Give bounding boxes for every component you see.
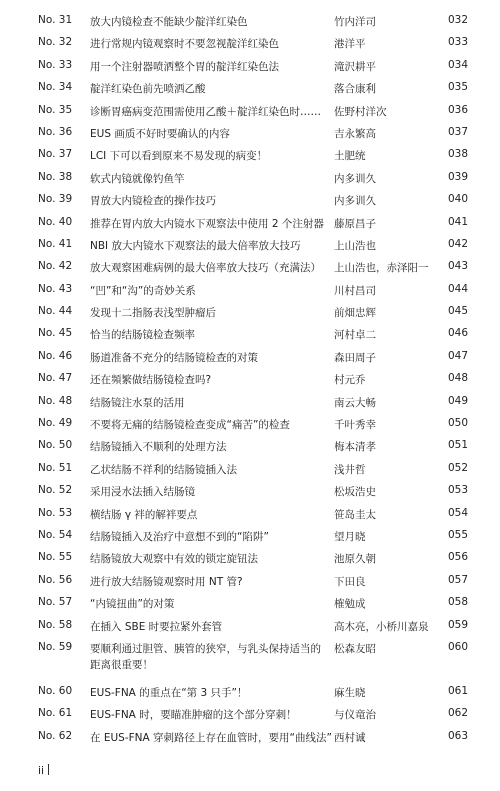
entry-number: No. 48	[38, 394, 73, 407]
entry-page-number: 058	[447, 596, 468, 609]
entry-author: 土肥统	[334, 150, 366, 163]
entry-number: No. 31	[38, 14, 73, 26]
entry-author: 滝沢耕平	[334, 60, 376, 73]
entry-title: 不要将无痛的结肠镜检查变成“痛苦”的检查	[90, 419, 290, 432]
toc-entry[interactable]	[0, 98, 500, 120]
entry-number: No. 51	[38, 461, 73, 474]
entry-page-number: 035	[447, 81, 468, 94]
entry-title: 结肠镜插入及治疗中意想不到的“陷阱”	[90, 530, 269, 543]
entry-page-number: 043	[447, 260, 468, 273]
entry-page-number: 053	[447, 484, 468, 497]
footer-page-label: ii	[38, 764, 45, 777]
entry-title: LCI 下可以看到原来不易发现的病变！	[90, 150, 268, 163]
entry-page-number: 054	[447, 506, 468, 519]
entry-title: 横结肠 γ 袢的解袢要点	[90, 508, 198, 521]
entry-author: 下田良	[334, 575, 366, 588]
entry-number: No. 62	[38, 729, 73, 742]
entry-number: No. 40	[38, 215, 73, 228]
entry-author: 佐野村洋次	[334, 105, 387, 118]
entry-number: No. 52	[38, 484, 73, 497]
entry-number: No. 53	[38, 506, 73, 519]
toc-entry[interactable]	[0, 679, 500, 701]
entry-number: No. 56	[38, 573, 73, 586]
toc-entry[interactable]	[0, 75, 500, 97]
toc-entry[interactable]	[0, 568, 500, 590]
entry-title: 乙状结肠不祥利的结肠镜插入法	[90, 463, 237, 476]
toc-entry[interactable]	[0, 165, 500, 187]
entry-page-number: 032	[447, 14, 468, 26]
entry-author: 浅井哲	[334, 463, 366, 476]
entry-number: No. 47	[38, 372, 73, 385]
entry-title: 结肠镜放大观察中有效的锁定旋钮法	[90, 553, 258, 566]
entry-number: No. 59	[38, 640, 73, 653]
entry-title: 放大内镜检查不能缺少靛洋红染色	[90, 16, 248, 28]
entry-number: No. 32	[38, 36, 73, 49]
toc-entry[interactable]	[0, 120, 500, 142]
entry-title: 结肠镜插入不顺利的处理方法	[90, 441, 227, 454]
entry-author: 与仪竜治	[334, 709, 376, 722]
toc-entry[interactable]	[0, 389, 500, 411]
entry-title: 发现十二指肠表浅型肿瘤后	[90, 307, 216, 320]
entry-author: 千叶秀幸	[334, 419, 376, 432]
toc-entry[interactable]	[0, 53, 500, 75]
entry-author: 上山浩也	[334, 239, 376, 252]
entry-author: 吉永繁高	[334, 127, 376, 140]
entry-page-number: 041	[447, 215, 468, 228]
toc-entry[interactable]	[0, 724, 500, 746]
entry-page-number: 036	[447, 103, 468, 116]
toc-entry[interactable]	[0, 613, 500, 635]
entry-page-number: 050	[447, 417, 468, 430]
entry-title: 胃放大内镜检查的操作技巧	[90, 195, 216, 208]
entry-number: No. 44	[38, 305, 73, 318]
entry-author: 高木亮，小桥川嘉泉	[334, 620, 429, 633]
entry-author: 笹岛圭太	[334, 508, 376, 521]
entry-number: No. 45	[38, 327, 73, 340]
entry-page-number: 063	[447, 729, 468, 742]
entry-author: 池原久朝	[334, 553, 376, 566]
entry-number: No. 39	[38, 193, 73, 206]
toc-entry[interactable]	[0, 411, 500, 433]
toc-entry[interactable]	[0, 142, 500, 164]
entry-title: 用一个注射器喷洒整个胃的靛洋红染色法	[90, 60, 279, 73]
entry-page-number: 061	[447, 684, 468, 697]
entry-page-number: 040	[447, 193, 468, 206]
entry-author: 森田周子	[334, 351, 376, 364]
entry-title: 结肠镜注水泵的活用	[90, 396, 185, 409]
footer-divider	[48, 764, 49, 775]
entry-page-number: 033	[447, 36, 468, 49]
table-of-contents	[0, 8, 500, 746]
entry-title: 采用浸水法插入结肠镜	[90, 486, 195, 499]
entry-title: 进行常规内镜观察时不要忽视靛洋红染色	[90, 38, 279, 51]
toc-entry[interactable]	[0, 478, 500, 500]
entry-page-number: 051	[447, 439, 468, 452]
entry-author: 西村诚	[334, 731, 366, 744]
entry-number: No. 41	[38, 237, 73, 250]
entry-title: 在插入 SBE 时要拉紧外套管	[90, 620, 223, 633]
entry-page-number: 059	[447, 618, 468, 631]
entry-page-number: 046	[447, 327, 468, 340]
entry-title: 靛洋红染色前先喷洒乙酸	[90, 83, 206, 96]
entry-number: No. 50	[38, 439, 73, 452]
entry-number: No. 58	[38, 618, 73, 631]
entry-author: 村元乔	[334, 374, 366, 387]
entry-title: EUS-FNA 时，要瞄准肿瘤的这个部分穿刺！	[90, 709, 297, 722]
entry-author: 南云大畅	[334, 396, 376, 409]
entry-title: 在 EUS-FNA 穿刺路径上存在血管时，要用“曲线法”	[90, 731, 332, 744]
entry-author: 麻生晓	[334, 686, 366, 699]
entry-number: No. 33	[38, 58, 73, 71]
entry-number: No. 35	[38, 103, 73, 116]
toc-entry[interactable]	[0, 456, 500, 478]
entry-title: “内镜扭曲”的对策	[90, 598, 175, 611]
entry-page-number: 039	[447, 170, 468, 183]
entry-number: No. 46	[38, 349, 73, 362]
toc-entry[interactable]	[0, 321, 500, 343]
toc-entry[interactable]	[0, 701, 500, 723]
entry-author: 内多训久	[334, 172, 376, 185]
toc-entry[interactable]	[0, 501, 500, 523]
entry-page-number: 055	[447, 528, 468, 541]
entry-page-number: 048	[447, 372, 468, 385]
toc-entry[interactable]	[0, 545, 500, 567]
entry-author: 梅本清孝	[334, 441, 376, 454]
toc-entry[interactable]	[0, 366, 500, 388]
entry-title: 放大观察困难病例的最大倍率放大技巧（充满法）	[90, 262, 321, 275]
entry-number: No. 42	[38, 260, 73, 273]
toc-entry[interactable]	[0, 590, 500, 612]
toc-entry[interactable]	[0, 254, 500, 276]
entry-title: 肠道准备不充分的结肠镜检查的对策	[90, 351, 258, 364]
entry-title: “凹”和“沟”的奇妙关系	[90, 284, 196, 297]
entry-number: No. 36	[38, 125, 73, 138]
toc-entry[interactable]	[0, 344, 500, 366]
toc-entry[interactable]	[0, 8, 500, 30]
entry-page-number: 057	[447, 573, 468, 586]
entry-number: No. 34	[38, 81, 73, 94]
entry-title: 恰当的结肠镜检查频率	[90, 329, 195, 342]
entry-title: 软式内镜就像钓鱼竿	[90, 172, 185, 185]
entry-author: 前畑忠辉	[334, 307, 376, 320]
entry-page-number: 052	[447, 461, 468, 474]
toc-entry[interactable]	[0, 232, 500, 254]
entry-number: No. 57	[38, 596, 73, 609]
entry-number: No. 60	[38, 684, 73, 697]
entry-page-number: 047	[447, 349, 468, 362]
entry-page-number: 044	[447, 282, 468, 295]
entry-number: No. 43	[38, 282, 73, 295]
toc-entry[interactable]	[0, 187, 500, 209]
entry-author: 松森友昭	[334, 642, 376, 655]
entry-number: No. 38	[38, 170, 73, 183]
entry-author: 望月晓	[334, 530, 366, 543]
entry-page-number: 045	[447, 305, 468, 318]
entry-title: NBI 放大内镜水下观察法的最大倍率放大技巧	[90, 239, 301, 252]
page-footer	[38, 764, 49, 777]
entry-author: 河村卓二	[334, 329, 376, 342]
entry-page-number: 038	[447, 148, 468, 161]
entry-author: 上山浩也，赤泽阳一	[334, 262, 429, 275]
entry-title: EUS-FNA 的重点在“第 3 只手”！	[90, 686, 248, 699]
entry-page-number: 042	[447, 237, 468, 250]
entry-title: 诊断胃癌病变范围需使用乙酸＋靛洋红染色时……	[90, 105, 321, 118]
toc-entry[interactable]	[0, 299, 500, 321]
toc-entry[interactable]	[0, 277, 500, 299]
entry-title: 进行放大结肠镜观察时用 NT 管?	[90, 575, 243, 588]
entry-page-number: 037	[447, 125, 468, 138]
entry-page-number: 060	[447, 640, 468, 653]
entry-number: No. 55	[38, 551, 73, 564]
toc-entry[interactable]	[0, 210, 500, 232]
entry-number: No. 37	[38, 148, 73, 161]
entry-title: 还在頻繁做结肠镜检查吗?	[90, 374, 212, 387]
toc-entry[interactable]	[0, 433, 500, 455]
entry-author: 榷勉成	[334, 598, 366, 611]
entry-page-number: 062	[447, 707, 468, 720]
entry-title: 推荐在胃内放大内镜水下观察法中使用 2 个注射器	[90, 217, 324, 230]
entry-author: 港洋平	[334, 38, 366, 51]
entry-title: 要顺利通过胆管、胰管的狭窄，与乳头保持适当的距离很重要！	[90, 642, 321, 671]
entry-author: 内多训久	[334, 195, 376, 208]
entry-page-number: 056	[447, 551, 468, 564]
entry-author: 松坂浩史	[334, 486, 376, 499]
entry-page-number: 049	[447, 394, 468, 407]
entry-title: EUS 画质不好时要确认的内容	[90, 127, 230, 140]
toc-entry[interactable]	[0, 30, 500, 52]
entry-number: No. 54	[38, 528, 73, 541]
entry-author: 竹内洋司	[334, 16, 376, 28]
entry-number: No. 61	[38, 707, 73, 720]
entry-author: 川村昌司	[334, 284, 376, 297]
entry-number: No. 49	[38, 417, 73, 430]
toc-entry[interactable]	[0, 635, 500, 679]
entry-page-number: 034	[447, 58, 468, 71]
entry-author: 落合康利	[334, 83, 376, 96]
entry-author: 藤原昌子	[334, 217, 376, 230]
toc-entry[interactable]	[0, 523, 500, 545]
